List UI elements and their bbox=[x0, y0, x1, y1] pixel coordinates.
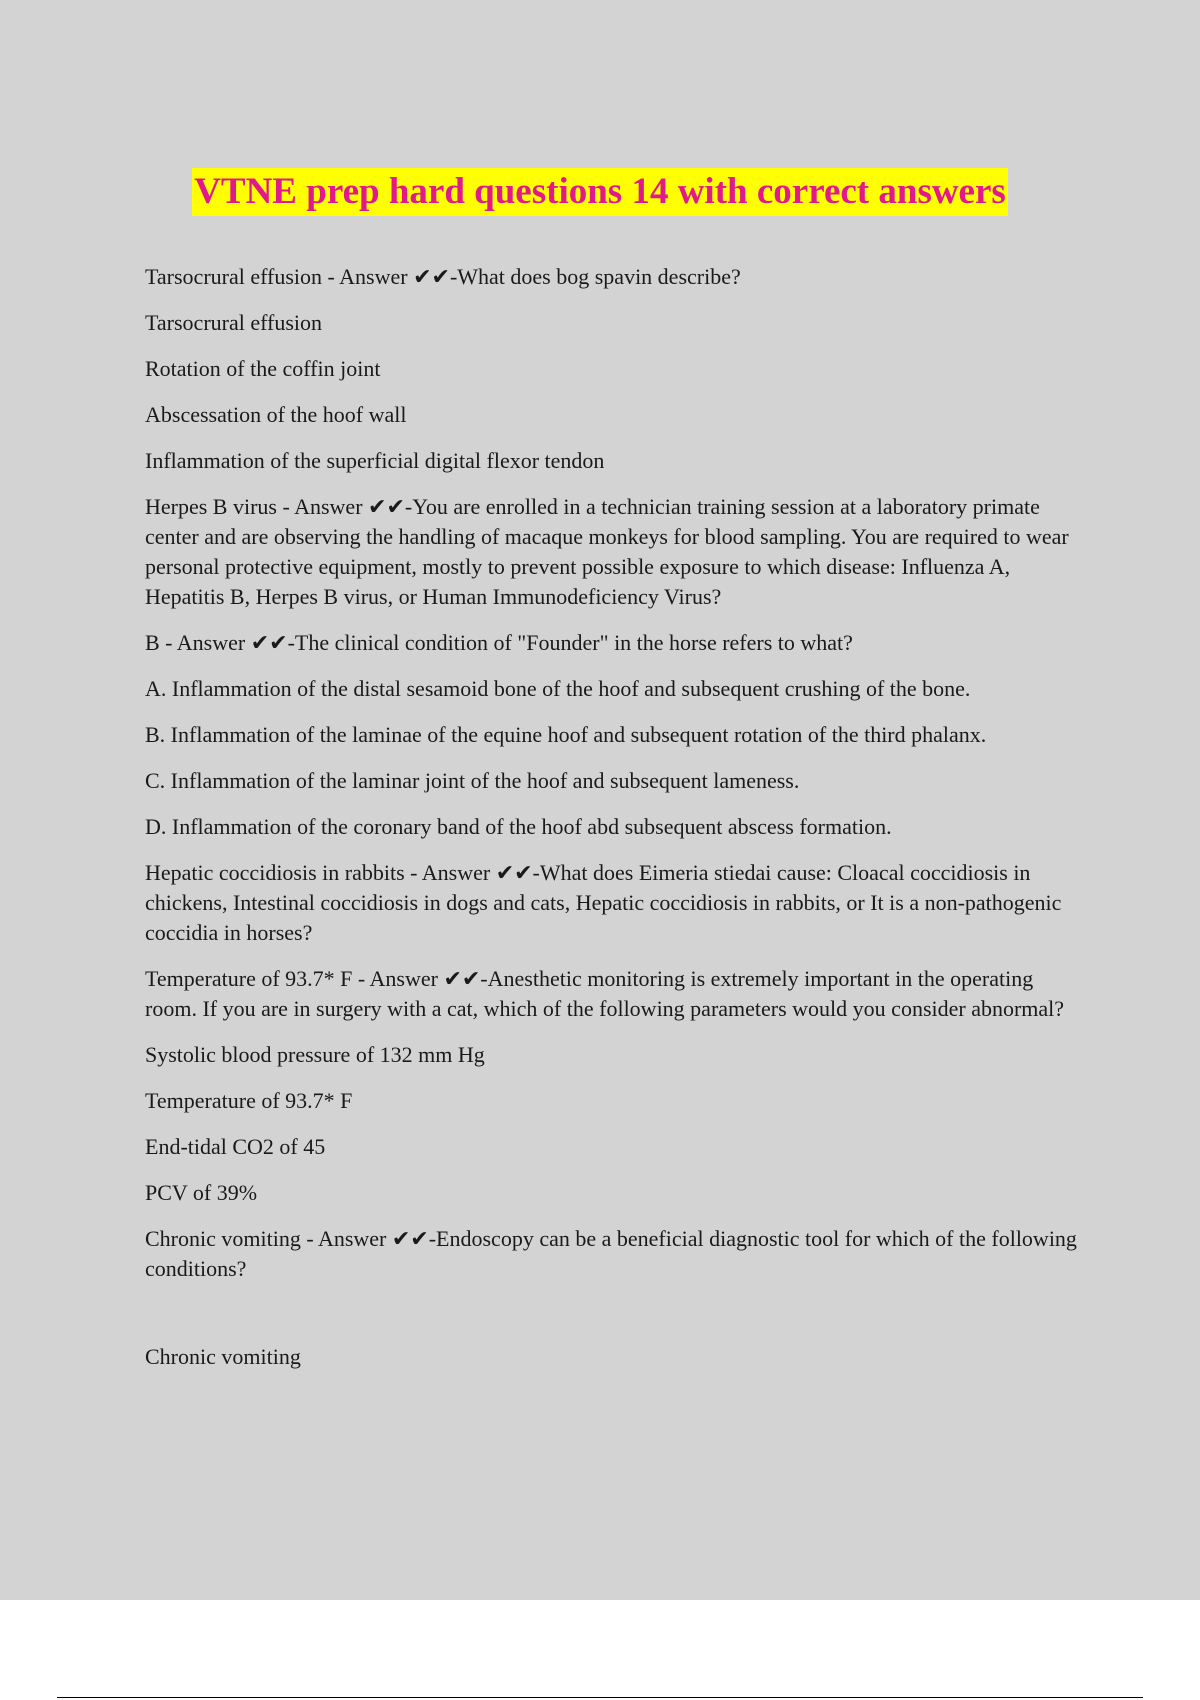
answer-option: Temperature of 93.7* F bbox=[145, 1088, 353, 1113]
answer-option: Systolic blood pressure of 132 mm Hg bbox=[145, 1042, 485, 1067]
answer-option: B. Inflammation of the laminae of the equine hoof and subsequent rotation of the third phalanx. bbox=[145, 722, 987, 747]
question-answer-line: Tarsocrural effusion - Answer ✔✔-What does bog spavin describe? bbox=[145, 264, 741, 289]
answer-option: Chronic vomiting bbox=[145, 1344, 301, 1369]
document-title: VTNE prep hard questions 14 with correct answers bbox=[192, 168, 1008, 216]
question-answer-line: Herpes B virus - Answer ✔✔-You are enrolled in a technician training session at a laboratory primate center and are observing the handling of macaque monkeys for blood sampling. You are required to wear personal protective equipment, mostly to prevent possible exposure to which disease: Influenza A, Hepatitis B, Herpes B virus, or Human Immunodeficiency Virus? bbox=[145, 494, 1069, 609]
answer-option: End-tidal CO2 of 45 bbox=[145, 1134, 326, 1159]
question-answer-line: Chronic vomiting - Answer ✔✔-Endoscopy can be a beneficial diagnostic tool for which of the following conditions? bbox=[145, 1226, 1077, 1281]
answer-option: Tarsocrural effusion bbox=[145, 310, 323, 335]
answer-option: C. Inflammation of the laminar joint of the hoof and subsequent lameness. bbox=[145, 768, 800, 793]
question-answer-line: Temperature of 93.7* F - Answer ✔✔-Anesthetic monitoring is extremely important in the operating room. If you are in surgery with a cat, which of the following parameters would you consider abnormal? bbox=[145, 966, 1065, 1021]
answer-option: Rotation of the coffin joint bbox=[145, 356, 381, 381]
document-body bbox=[145, 262, 1085, 1388]
question-answer-line: B - Answer ✔✔-The clinical condition of "Founder" in the horse refers to what? bbox=[145, 630, 853, 655]
bottom-divider bbox=[57, 1697, 1143, 1698]
answer-option: PCV of 39% bbox=[145, 1180, 258, 1205]
question-answer-line: Hepatic coccidiosis in rabbits - Answer ✔✔-What does Eimeria stiedai cause: Cloacal coccidiosis in chickens, Intestinal coccidiosis in dogs and cats, Hepatic coccidiosis in rabbits, or It is a non-pathogenic coccidia in horses? bbox=[145, 860, 1062, 945]
answer-option: Inflammation of the superficial digital flexor tendon bbox=[145, 448, 605, 473]
answer-option: A. Inflammation of the distal sesamoid bone of the hoof and subsequent crushing of the bone. bbox=[145, 676, 971, 701]
answer-option: D. Inflammation of the coronary band of the hoof abd subsequent abscess formation. bbox=[145, 814, 892, 839]
title-container bbox=[0, 168, 1200, 216]
answer-option: Abscessation of the hoof wall bbox=[145, 402, 407, 427]
